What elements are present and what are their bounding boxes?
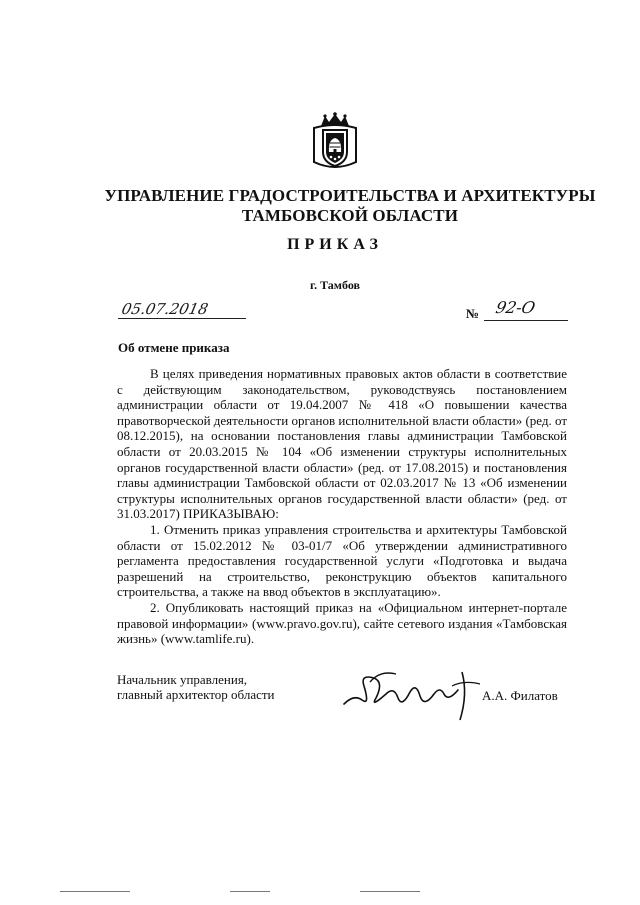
footer-rule-3 (360, 891, 420, 892)
signatory-position (117, 672, 275, 702)
document-number: 92-О (493, 298, 537, 317)
signatory-position-line2: главный архитектор области (117, 687, 275, 702)
document-date: 05.07.2018 (120, 300, 210, 318)
document-subject: Об отмене приказа (118, 340, 230, 355)
handwritten-signature (340, 664, 490, 722)
organization-title-line2: ТАМБОВСКОЙ ОБЛАСТИ (241, 206, 459, 225)
organization-title-line1: УПРАВЛЕНИЕ ГРАДОСТРОИТЕЛЬСТВА И АРХИТЕКТУРЫ (104, 186, 596, 205)
footer-rule-1 (60, 891, 130, 892)
document-type: ПРИКАЗ (287, 236, 383, 253)
order-item-2: 2. Опубликовать настоящий приказ на «Официальном интернет-портале правовой информации» (www.pravo.gov.ru), сайте сетевого издания «Тамбовская жизнь» (www.tamlife.ru). (117, 599, 567, 647)
preamble-paragraph: В целях приведения нормативных правовых актов области в соответствие с действующим законодательством, руководствуясь постановлением администрации области от 19.04.2007 № 418 «О повышении качества правотворческой деятельности органов исполнительной власти области» (ред. от 08.12.2015), на основании постановления главы администрации Тамбовской области от 20.03.2015 № 104 «Об изменении структуры исполнительных органов государственной власти области» (ред. от 17.08.2015) и постановления главы администрации Тамбовской области от 02.03.2017 № 13 «Об изменении структуры исполнительных органов государственной власти области» (ред. от 31.03.2017) ПРИКАЗЫВАЮ: (117, 366, 567, 522)
number-underline (484, 320, 568, 321)
date-underline (118, 318, 246, 319)
organization-title (80, 186, 620, 226)
city-label: г. Тамбов (310, 278, 360, 292)
signatory-position-line1: Начальник управления, (117, 672, 248, 687)
document-body (117, 366, 567, 647)
number-label: № (466, 306, 480, 321)
order-item-1: 1. Отменить приказ управления строительства и архитектуры Тамбовской области от 15.02.2012 № 03-01/7 «Об утверждении административного регламента предоставления государственной услуги «Подготовка и выдача разрешений на строительство, реконструкцию объектов капитального строительства, а также на ввод объектов в эксплуатацию». (117, 521, 567, 600)
footer-rule-2 (230, 891, 270, 892)
signatory-name: А.А. Филатов (482, 688, 558, 703)
coat-of-arms-icon (312, 112, 358, 172)
